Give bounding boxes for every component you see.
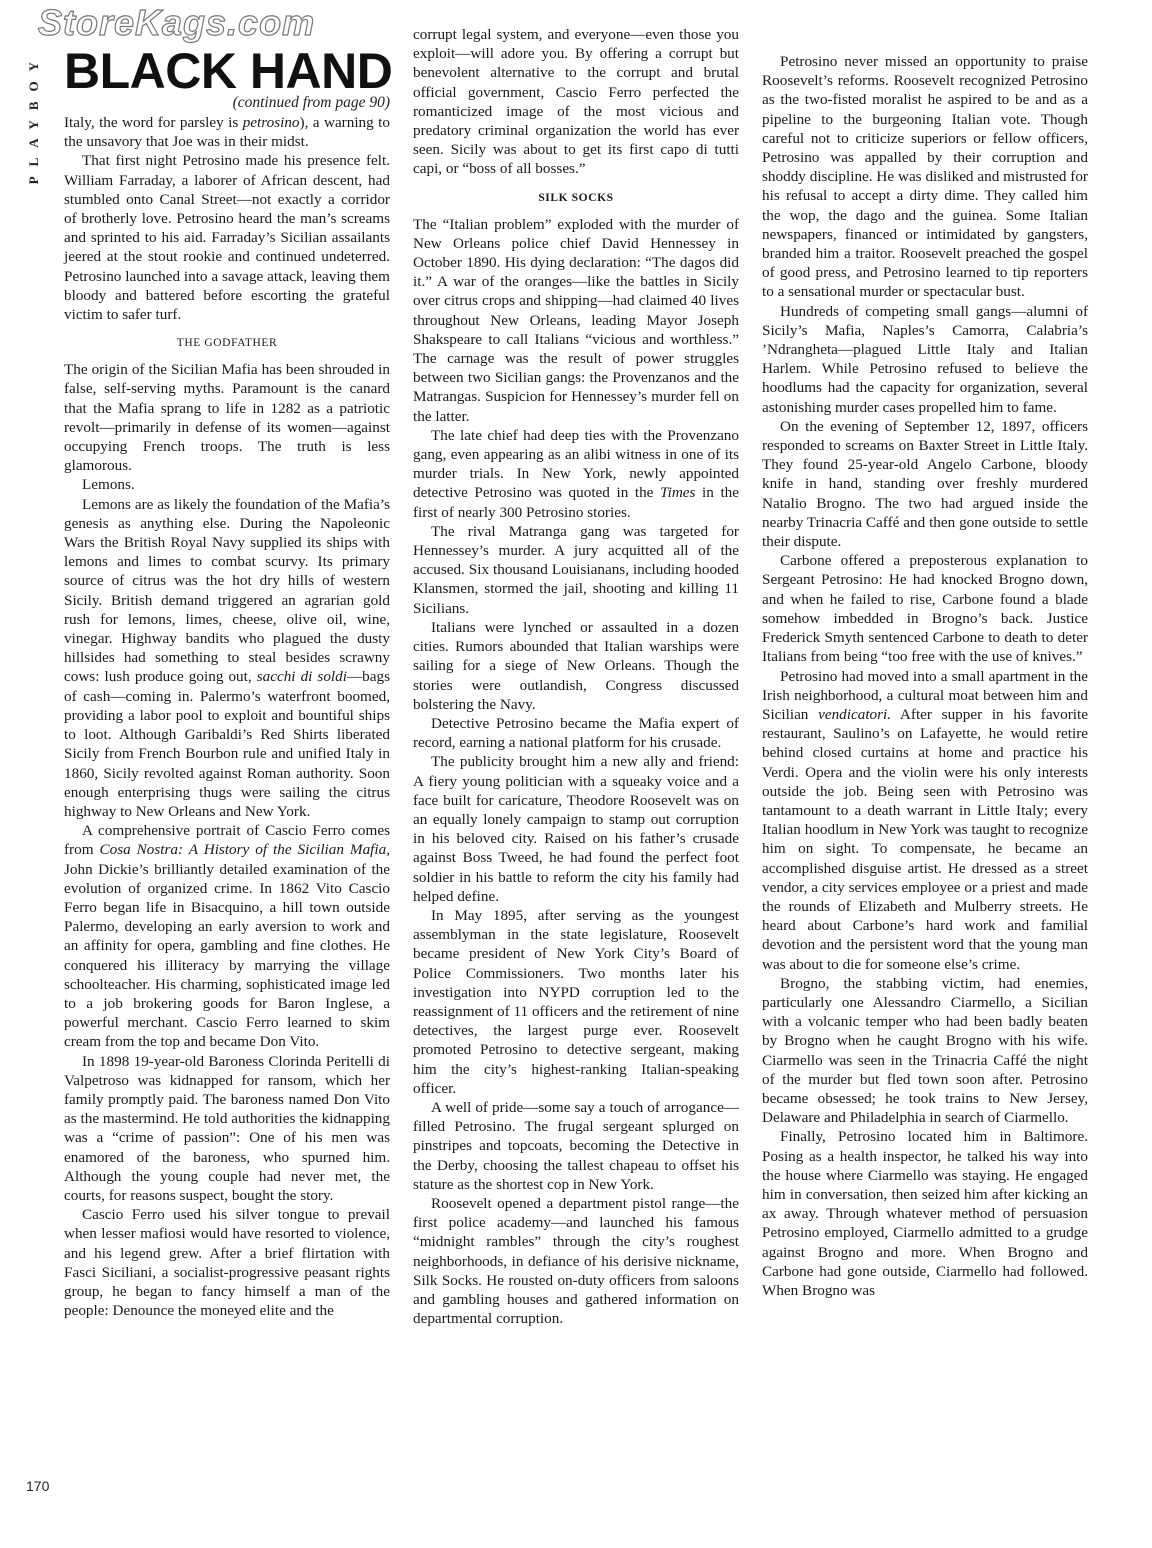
paragraph: Carbone offered a preposterous explanation to Sergeant Petrosino: He had knocked Brogno down, and when he failed to rise, Carbone found a blade somehow imbedded in Brogno’s back. Justice Frederick Smyth sentenced Carbone to death to deter Italians from being “too free with the use of knives.” [762,552,1088,666]
paragraph: Hundreds of competing small gangs—alumni of Sicily’s Mafia, Naples’s Camorra, Calabria’s ’Ndrangheta—plagued Little Italy and Italian Harlem. While Petrosino refused to believe the hoodlums had the capacity for organization, several astonishing murder cases propelled him to fame. [762,302,1088,416]
section-heading: THE GODFATHER [176,337,278,350]
paragraph: In May 1895, after serving as the youngest assemblyman in the state legislature, Roosevelt became president of New York City’s Board of Police Commissioners. Two months later his investigation into NYPD corruption led to the reassignment of 11 officers and the retirement of nine detectives, the largest purge ever. Roosevelt promoted Petrosino to detective sergeant, making him the city’s highest-ranking Italian-speaking officer. [413,906,739,1097]
paragraph: The publicity brought him a new ally and friend: A fiery young politician with a squeaky voice and a face built for caricature, Theodore Roosevelt was on an equally lonely campaign to stamp out corruption in his beloved city. Raised on his father’s crusade against Boss Tweed, he had found the perfect foot soldier in his battle to reform the city his family had helped define. [413,753,739,905]
paragraph: Brogno, the stabbing victim, had enemies, particularly one Alessandro Ciarmello, a Sicilian with a volcanic temper who had been badly beaten by Brogno when he caught Brogno with his wife. Ciarmello was seen in the Trinacria Caffé the night of the murder but fled town soon after. Petrosino became obsessed; he took trains to New Jersey, Delaware and Philadelphia in search of Ciarmello. [762,974,1088,1127]
column-1 [64,113,390,1320]
paragraph: On the evening of September 12, 1897, officers responded to screams on Baxter Street in Little Italy. They found 25-year-old Angelo Carbone, bloody knife in hand, standing over freshly murdered Natalio Brogno. The two had argued inside the nearby Trinacria Caffé and then gone outside to settle their dispute. [762,417,1088,551]
paragraph: In 1898 19-year-old Baroness Clorinda Peritelli di Valpetroso was kidnapped for ransom, which her family promptly paid. The baroness named Don Vito as the mastermind. He told authorities the kidnapping was a “crime of passion”: One of his men was enamored of the baroness, who spurned him. Although the young couple had never met, the courts, for reasons suspect, bought the story. [64,1052,390,1204]
magazine-label: PLAYBOY [26,52,41,185]
paragraph: Detective Petrosino became the Mafia expert of record, earning a national platform for his crusade. [413,714,739,752]
watermark: StoreKags.com [38,2,316,43]
continued-note: (continued from page 90) [232,94,390,111]
paragraph: A well of pride—some say a touch of arrogance—filled Petrosino. The frugal sergeant splurged on pinstripes and topcoats, becoming the Detective in the Derby, choosing the tallest chapeau to offset his stature as the shortest cop in New York. [413,1098,739,1193]
paragraph: A comprehensive portrait of Cascio Ferro comes from Cosa Nostra: A History of the Sicilian Mafia, John Dickie’s brilliantly detailed examination of the evolution of organized crime. In 1862 Vito Cascio Ferro began life in Bisacquino, a hill town outside Palermo, developing an early aversion to work and an affinity for opera, gambling and fine clothes. He conquered his illiteracy by marrying the village schoolteacher. His charming, sophisticated image led to a job brokering goods for Baron Inglese, a powerful merchant. Cascio Ferro learned to skim cream from the top and became Don Vito. [64,822,390,1051]
paragraph: That first night Petrosino made his presence felt. William Farraday, a laborer of African descent, had stumbled onto Canal Street—not exactly a corridor of brotherly love. Petrosino heard the man’s screams and sprinted to his aid. Farraday’s Sicilian assailants jeered at the stout rookie and continued undeterred. Petrosino launched into a savage attack, leaving them bloody and battered before escorting the grateful victim to safer turf. [64,152,390,324]
paragraph: Italians were lynched or assaulted in a dozen cities. Rumors abounded that Italian warships were sailing for a siege of New Orleans. Though the stories were outlandish, Congress discussed bolstering the Navy. [413,618,739,713]
paragraph: The rival Matranga gang was targeted for Hennessey’s murder. A jury acquitted all of the accused. Six thousand Louisianans, including hooded Klansmen, stormed the jail, shooting and killing 11 Sicilians. [413,522,739,617]
paragraph: Lemons. [82,476,135,494]
paragraph: corrupt legal system, and everyone—even those you exploit—will adore you. By offering a corrupt but benevolent alternative to the corrupt and brutal official government, Cascio Ferro perfected the romanticized image of the most vicious and predatory criminal organization the world has ever seen. Sicily was about to get its first capo di tutti capi, or “boss of all bosses.” [413,26,739,178]
paragraph: The origin of the Sicilian Mafia has been shrouded in false, self-serving myths. Paramount is the canard that the Mafia sprang to life in 1282 as a patriotic revolt—primarily in defense of its women—against occupying French troops. The truth is less glamorous. [64,361,390,475]
paragraph: Lemons are as likely the foundation of the Mafia’s genesis as anything else. During the Napoleonic Wars the British Royal Navy supplied its ships with lemons and limes to combat scurvy. Its primary source of citrus was the hot dry hills of western Sicily. British demand triggered an agrarian gold rush for lemons, limes, cheese, olive oil, wine, vinegar. Highway bandits who plagued the dusty hillsides had something to steal besides scrawny cows: lush produce going out, sacchi di soldi—bags of cash—coming in. Palermo’s waterfront boomed, providing a labor pool to exploit and bountiful ships to loot. Although Garibaldi’s Red Shirts liberated Sicily from French Bourbon rule and unified Italy in 1860, Sicily revolted against Roman authority. Soon enough enterprising thugs were sailing the citrus highway to New Orleans and New York. [64,495,390,820]
paragraph: Cascio Ferro used his silver tongue to prevail when lesser mafiosi would have resorted to violence, and his legend grew. After a brief flirtation with Fasci Siciliani, a socialist-progressive peasant rights group, he began to fancy himself a man of the people: Denounce the moneyed elite and the [64,1206,390,1320]
paragraph: The late chief had deep ties with the Provenzano gang, even appearing as an alibi witness in one of its murder trials. In New York, newly appointed detective Petrosino was quoted in the Times in the first of nearly 300 Petrosino stories. [413,426,740,521]
page-number: 170 [26,1478,50,1494]
paragraph: The “Italian problem” exploded with the murder of New Orleans police chief David Hennessey in October 1890. His dying declaration: “The dagos did it.” A war of the oranges—like the battles in Sicily over citrus crops and shipping—had claimed 40 lives throughout New Orleans, leading Mayor Joseph Shakspeare to call Italians “vicious and worthless.” The carnage was the result of power struggles between two Sicilian gangs: the Provenzanos and the Matrangas. Suspicion for Hennessey’s murder fell on the latter. [413,215,739,425]
paragraph: Petrosino had moved into a small apartment in the Irish neighborhood, a cultural moat between him and Sicilian vendicatori. After supper in his favorite restaurant, Saulino’s on Lafayette, he would retire behind closed curtains at home and practice his Verdi. Opera and the violin were his only interests outside the job. Being seen with Petrosino was tantamount to a death warrant in Little Italy; every Italian hoodlum in New York was taught to recognize him on sight. To compensate, he became an accomplished disguise artist. He dressed as a street vendor, a city services employee or a priest and made the rounds of Elizabeth and Mulberry streets. He heard about Carbone’s hard work and familial devotion and the persistent word that the young man was about to die for someone else’s crime. [762,667,1088,973]
paragraph: Finally, Petrosino located him in Baltimore. Posing as a health inspector, he talked his way into the house where Ciarmello was staying. He engaged him in conversation, then seized him after kicking an ax away. Through whatever method of persuasion Petrosino employed, Ciarmello admitted to a grudge against Brogno and more. When Brogno and Carbone had gone outside, Ciarmello had followed. When Brogno was [762,1128,1088,1299]
headline: BLACK HAND [64,43,393,99]
paragraph: Roosevelt opened a department pistol range—the first police academy—and launched his famous “midnight rambles” through the city’s roughest neighborhoods, in defiance of his derisive nickname, Silk Socks. He rousted on-duty officers from saloons and gambling houses and gathered information on departmental corruption. [413,1194,739,1328]
section-heading: SILK SOCKS [538,191,614,204]
paragraph: Italy, the word for parsley is petrosino), a warning to the unsavory that Joe was in their midst. [64,114,390,151]
column-2 [413,25,739,1328]
paragraph: Petrosino never missed an opportunity to praise Roosevelt’s reforms. Roosevelt recognized Petrosino as the two-fisted moralist he aspired to be and as a pipeline to the burgeoning Italian vote. Though careful not to criticize superiors or fellow officers, Petrosino was appalled by their corruption and shoddy discipline. He was disliked and mistrusted for his refusal to accept a dirty dime. They called him the wop, the dago and the guinea. Some Italian newspapers, financed or intimidated by gangsters, branded him a traitor. Roosevelt preached the gospel of good press, and Petrosino learned to tip reporters to a sensational murder or spectacular bust. [762,53,1088,301]
column-3 [762,52,1088,1300]
